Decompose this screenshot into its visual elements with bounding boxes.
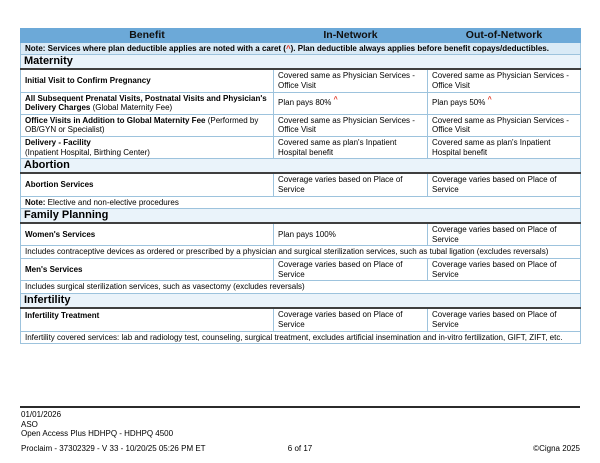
- footer-funding-type: ASO: [21, 419, 38, 429]
- row-initial-visit: [21, 69, 581, 92]
- value-text: Plan pays 80%: [278, 98, 334, 108]
- benefit-label: [21, 136, 274, 158]
- benefit-label: Men's Services: [21, 259, 274, 281]
- footer-page-number: 6 of 17: [287, 444, 313, 453]
- plan-deductible-note: [21, 42, 581, 55]
- footer-divider: [20, 406, 580, 408]
- womens-services-note: Includes contraceptive devices as ordered or prescribed by a physician and surgical sterilization services, such as tubal ligation (excludes reversals): [21, 246, 581, 259]
- benefit-label: Infertility Treatment: [21, 308, 274, 331]
- caret-symbol: ^: [333, 96, 338, 104]
- benefit-label: [21, 92, 274, 114]
- out-of-network-value: Coverage varies based on Place of Service: [428, 308, 581, 331]
- abortion-note: [21, 196, 581, 209]
- section-header-maternity: Maternity: [21, 55, 581, 70]
- infertility-note: Infertility covered services: lab and radiology test, counseling, surgical treatment, excludes artificial insemination and in-vitro fertilization, GIFT, ZIFT, etc.: [21, 331, 581, 344]
- section-row-infertility: [21, 293, 581, 308]
- note-row-abortion: [21, 196, 581, 209]
- label-note: (Inpatient Hospital, Birthing Center): [25, 147, 150, 157]
- note-text: Elective and non-elective procedures: [45, 197, 179, 207]
- in-network-value: Coverage varies based on Place of Service: [274, 259, 428, 281]
- note-row-womens-services: [21, 246, 581, 259]
- note-text-pre: Note: Services where plan deductible applies are noted with a caret (: [25, 43, 286, 53]
- row-office-visits-global-fee: [21, 114, 581, 136]
- note-label: Note:: [25, 197, 46, 207]
- row-abortion-services: [21, 173, 581, 196]
- out-of-network-value: Coverage varies based on Place of Service: [428, 259, 581, 281]
- footer-effective-date: 01/01/2026: [21, 410, 62, 419]
- in-network-value: Covered same as plan's Inpatient Hospital benefit: [274, 136, 428, 158]
- out-of-network-value: [428, 92, 581, 114]
- column-header-out-of-network: Out-of-Network: [428, 29, 581, 43]
- benefit-label: Initial Visit to Confirm Pregnancy: [21, 69, 274, 92]
- label-bold: Delivery - Facility: [25, 137, 91, 147]
- out-of-network-value: Covered same as Physician Services - Office Visit: [428, 114, 581, 136]
- in-network-value: Coverage varies based on Place of Service: [274, 308, 428, 331]
- benefit-label: Women's Services: [21, 223, 274, 246]
- in-network-value: Plan pays 100%: [274, 223, 428, 246]
- value-text: Plan pays 50%: [432, 98, 488, 108]
- mens-services-note: Includes surgical sterilization services, such as vasectomy (excludes reversals): [21, 281, 581, 294]
- footer-document-id: Proclaim - 37302329 - V 33 - 10/20/25 05:26 PM ET: [21, 444, 206, 453]
- benefit-label: [21, 114, 274, 136]
- label-note: (Global Maternity Fee): [90, 103, 173, 113]
- plan-deductible-note-row: [21, 42, 581, 55]
- section-header-family-planning: Family Planning: [21, 209, 581, 224]
- in-network-value: [274, 92, 428, 114]
- column-header-in-network: In-Network: [274, 29, 428, 43]
- section-header-infertility: Infertility: [21, 293, 581, 308]
- note-row-infertility: [21, 331, 581, 344]
- section-row-family-planning: [21, 209, 581, 224]
- out-of-network-value: Covered same as plan's Inpatient Hospital benefit: [428, 136, 581, 158]
- row-delivery-facility: [21, 136, 581, 158]
- label-bold: All Subsequent Prenatal Visits, Postnatal Visits and Physician's Delivery Charges: [25, 93, 267, 113]
- in-network-value: Covered same as Physician Services - Office Visit: [274, 114, 428, 136]
- row-subsequent-prenatal: [21, 92, 581, 114]
- in-network-value: Coverage varies based on Place of Service: [274, 173, 428, 196]
- caret-symbol: ^: [487, 96, 492, 104]
- in-network-value: Covered same as Physician Services - Office Visit: [274, 69, 428, 92]
- benefit-label: Abortion Services: [21, 173, 274, 196]
- row-womens-services: [21, 223, 581, 246]
- label-note: (Performed by OB/GYN or Specialist): [25, 115, 259, 135]
- column-header-benefit: Benefit: [21, 29, 274, 43]
- row-mens-services: [21, 259, 581, 281]
- note-row-mens-services: [21, 281, 581, 294]
- benefits-table: [20, 28, 581, 344]
- footer-plan-name: Open Access Plus HDHPQ - HDHPQ 4500: [21, 429, 174, 439]
- table-header-row: [21, 29, 581, 43]
- footer-copyright: ©Cigna 2025: [533, 444, 580, 453]
- out-of-network-value: Coverage varies based on Place of Service: [428, 173, 581, 196]
- footer-plan-info: [21, 410, 173, 439]
- note-text-post: ). Plan deductible always applies before benefit copays/deductibles.: [290, 43, 549, 53]
- out-of-network-value: Covered same as Physician Services - Office Visit: [428, 69, 581, 92]
- out-of-network-value: Coverage varies based on Place of Service: [428, 223, 581, 246]
- label-bold: Office Visits in Addition to Global Maternity Fee: [25, 115, 206, 125]
- row-infertility-treatment: [21, 308, 581, 331]
- caret-symbol: ^: [285, 43, 291, 53]
- section-header-abortion: Abortion: [21, 159, 581, 174]
- section-row-abortion: [21, 159, 581, 174]
- section-row-maternity: [21, 55, 581, 70]
- benefits-table-container: [20, 28, 580, 344]
